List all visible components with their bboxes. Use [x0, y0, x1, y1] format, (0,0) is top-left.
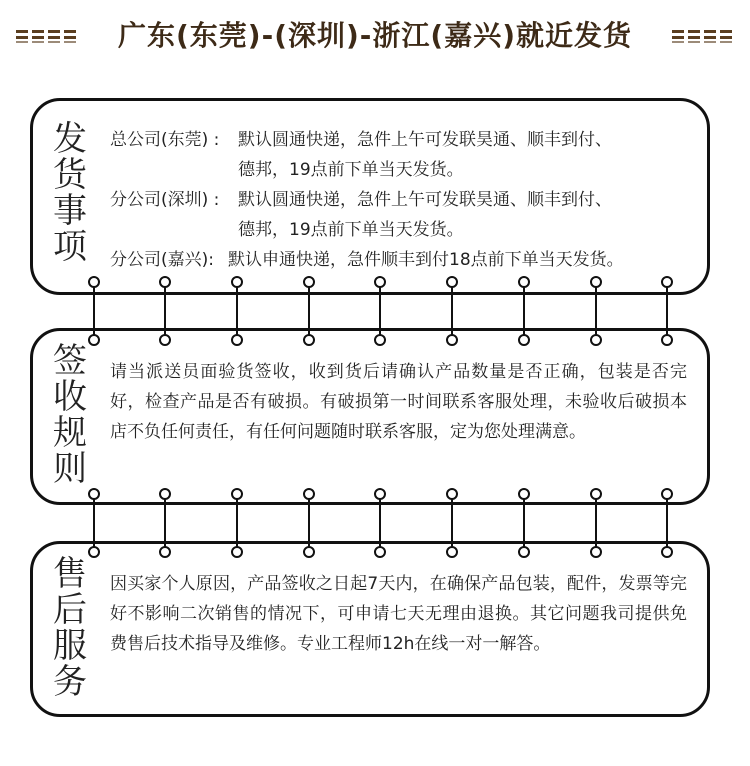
signing-label-char: 签 — [53, 341, 87, 381]
branch-label: 总公司(东莞) : — [110, 130, 220, 150]
branch-text: 默认申通快递，急件顺丰到付18点前下单当天发货。 — [228, 250, 624, 270]
shipping-row-jiaxing — [110, 245, 687, 275]
shipping-info-panel — [30, 98, 710, 295]
aftersales-label-char: 售 — [53, 554, 87, 594]
signing-rules-panel — [30, 328, 710, 505]
shipping-label-char: 事 — [53, 191, 87, 231]
shipping-row-dongguan-cont — [110, 155, 687, 185]
aftersales-text: 因买家个人原因，产品签收之日起7天内，在确保产品包装，配件，发票等完好不影响二次销售的情况下，可申请七天无理由退换。其它问题我司提供免费售后技术指导及维修。专业工程师12h在线一对一解答。 — [110, 574, 687, 654]
branch-text: 默认圆通快递，急件上午可发联昊通、顺丰到付、 — [238, 130, 612, 150]
branch-text: 德邦，19点前下单当天发货。 — [238, 160, 464, 180]
aftersales-vertical-label — [47, 556, 93, 700]
aftersales-label-char: 服 — [53, 626, 87, 666]
aftersales-panel — [30, 541, 710, 717]
right-divider-ornament — [672, 30, 734, 44]
signing-vertical-label — [47, 343, 93, 487]
branch-text: 德邦，19点前下单当天发货。 — [238, 220, 464, 240]
shipping-row-dongguan — [110, 125, 687, 155]
signing-label-char: 收 — [53, 377, 87, 417]
page-title: 广东(东莞)-(深圳)-浙江(嘉兴)就近发货 — [117, 19, 633, 52]
aftersales-label-char: 务 — [53, 662, 87, 702]
shipping-row-shenzhen — [110, 185, 687, 215]
shipping-label-char: 发 — [53, 119, 87, 159]
shipping-label-char: 项 — [53, 227, 87, 267]
shipping-row-shenzhen-cont — [110, 215, 687, 245]
shipping-label-char: 货 — [53, 155, 87, 195]
branch-label: 分公司(嘉兴): — [110, 250, 214, 270]
shipping-vertical-label — [47, 121, 93, 265]
signing-label-char: 则 — [53, 449, 87, 489]
branch-text: 默认圆通快递，急件上午可发联昊通、顺丰到付、 — [238, 190, 612, 210]
signing-rules-text: 请当派送员面验货签收，收到货后请确认产品数量是否正确，包装是否完好，检查产品是否有破损。有破损第一时间联系客服处理，未验收后破损本店不负任何责任，有任何问题随时联系客服，定为您处理满意。 — [110, 362, 687, 442]
aftersales-label-char: 后 — [53, 590, 87, 630]
shipping-content — [110, 125, 687, 275]
header-banner — [0, 0, 750, 70]
signing-label-char: 规 — [53, 413, 87, 453]
branch-label: 分公司(深圳) : — [110, 190, 220, 210]
left-divider-ornament — [16, 30, 78, 44]
